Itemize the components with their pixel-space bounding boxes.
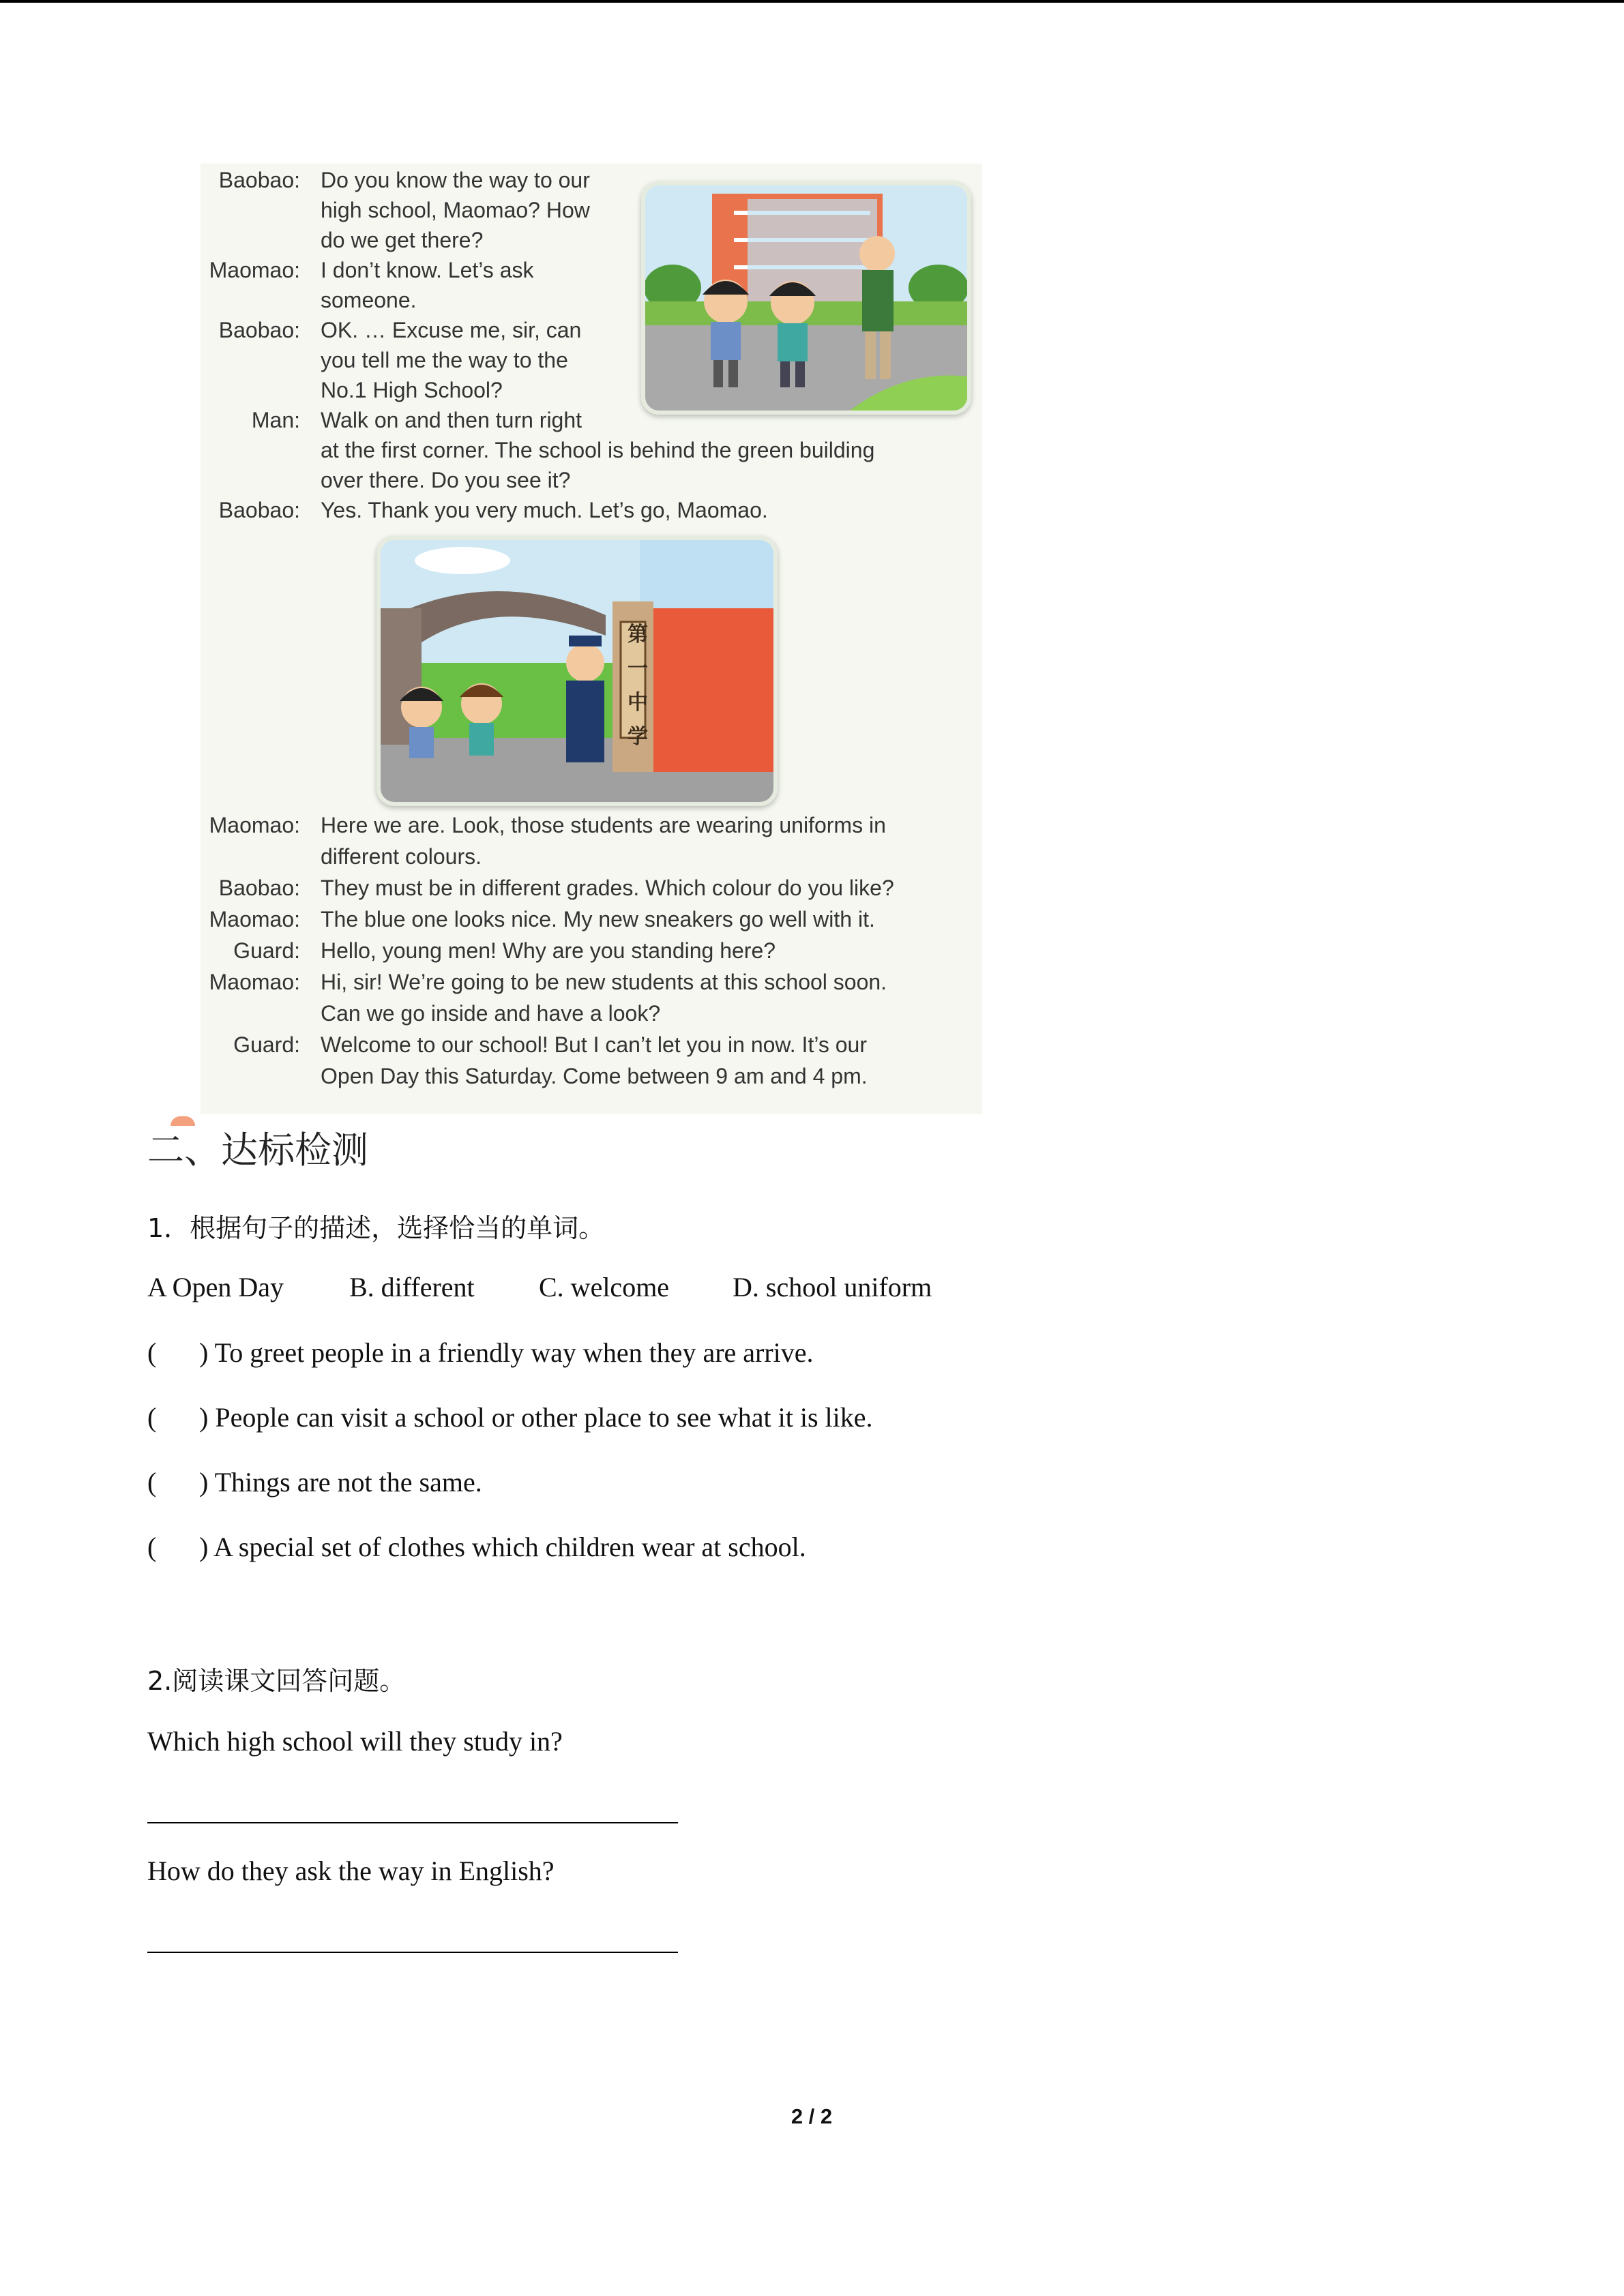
question-2-prompt: 2.阅读课文回答问题。 xyxy=(147,1666,406,1696)
utterance: high school, Maomao? How xyxy=(321,198,590,222)
answer-blank[interactable]: ( xyxy=(147,1337,157,1368)
utterance: at the first corner. The school is behind the green building xyxy=(321,438,875,462)
speaker: Maomao: xyxy=(209,813,300,837)
speaker: Guard: xyxy=(233,1032,300,1057)
speaker: Baobao: xyxy=(218,876,300,900)
question-2-question: How do they ask the way in English? xyxy=(147,1855,555,1886)
utterance: someone. xyxy=(321,288,417,312)
speaker: Maomao: xyxy=(209,907,300,931)
utterance: Here we are. Look, those students are wearing uniforms in xyxy=(321,813,886,837)
utterance: They must be in different grades. Which colour do you like? xyxy=(321,876,894,900)
dialogue-line xyxy=(201,907,982,937)
answer-blank[interactable]: ( xyxy=(147,1467,157,1497)
speaker: Baobao: xyxy=(218,168,300,192)
option-a: A Open Day xyxy=(147,1272,284,1302)
item-text: ) People can visit a school or other place to see what it is like. xyxy=(199,1402,873,1433)
utterance: Yes. Thank you very much. Let’s go, Maomao. xyxy=(321,498,768,522)
question-2-question: Which high school will they study in? xyxy=(147,1726,563,1757)
sign-char: 中 xyxy=(628,691,648,715)
answer-line[interactable] xyxy=(147,1952,678,1953)
speaker: Guard: xyxy=(233,938,300,963)
dialogue-line xyxy=(201,498,982,528)
page-number: 2 / 2 xyxy=(791,2104,833,2128)
street-scene-illustration xyxy=(641,181,971,415)
dialogue-line xyxy=(201,970,982,1000)
utterance: OK. … Excuse me, sir, can xyxy=(321,318,582,342)
dialogue-line xyxy=(201,813,982,843)
dialogue-line xyxy=(201,938,982,968)
school-gate-sign xyxy=(625,618,650,754)
utterance: Walk on and then turn right xyxy=(321,408,582,432)
sign-char: 第 xyxy=(628,623,648,646)
speaker: Baobao: xyxy=(218,318,300,342)
utterance: you tell me the way to the xyxy=(321,348,568,372)
speaker: Maomao: xyxy=(209,970,300,994)
dialogue-line xyxy=(201,1064,982,1094)
utterance: Open Day this Saturday. Come between 9 am and 4 pm. xyxy=(321,1064,868,1088)
speaker: Baobao: xyxy=(218,498,300,522)
dialogue-line xyxy=(201,876,982,906)
answer-blank[interactable]: ( xyxy=(147,1532,157,1562)
dialogue-line xyxy=(201,1001,982,1031)
utterance: different colours. xyxy=(321,844,482,869)
dialogue-line xyxy=(201,468,982,498)
sign-char: 学 xyxy=(628,725,648,749)
item-text: ) Things are not the same. xyxy=(199,1467,482,1497)
utterance: The blue one looks nice. My new sneakers go well with it. xyxy=(321,907,875,931)
utterance: Welcome to our school! But I can’t let you in now. It’s our xyxy=(321,1032,867,1057)
utterance: Hello, young men! Why are you standing here? xyxy=(321,938,776,963)
textbook-excerpt xyxy=(201,164,982,1114)
option-d: D. school uniform xyxy=(733,1272,932,1302)
dialogue-line xyxy=(201,844,982,874)
item-text: ) To greet people in a friendly way when they are arrive. xyxy=(199,1337,814,1368)
option-b: B. different xyxy=(349,1272,475,1302)
answer-blank[interactable]: ( xyxy=(147,1402,157,1433)
question-1-prompt: 1．根据句子的描述，选择恰当的单词。 xyxy=(147,1213,605,1243)
dialogue-line xyxy=(201,438,982,468)
answer-line[interactable] xyxy=(147,1822,678,1823)
section-heading: 二、达标检测 xyxy=(147,1129,368,1172)
utterance: I don’t know. Let’s ask xyxy=(321,258,534,282)
page-top-border xyxy=(0,0,1624,3)
utterance: Do you know the way to our xyxy=(321,168,590,192)
option-c: C. welcome xyxy=(539,1272,670,1302)
speaker: Maomao: xyxy=(209,258,300,282)
utterance: Can we go inside and have a look? xyxy=(321,1001,661,1026)
utterance: do we get there? xyxy=(321,228,484,252)
utterance: over there. Do you see it? xyxy=(321,468,571,492)
item-text: ) A special set of clothes which children wear at school. xyxy=(199,1532,806,1562)
utterance: Hi, sir! We’re going to be new students at this school soon. xyxy=(321,970,887,994)
school-gate-illustration xyxy=(377,536,778,806)
sign-char: 一 xyxy=(628,657,648,681)
utterance: No.1 High School? xyxy=(321,378,503,402)
dialogue-line xyxy=(201,1032,982,1062)
speaker: Man: xyxy=(251,408,300,432)
